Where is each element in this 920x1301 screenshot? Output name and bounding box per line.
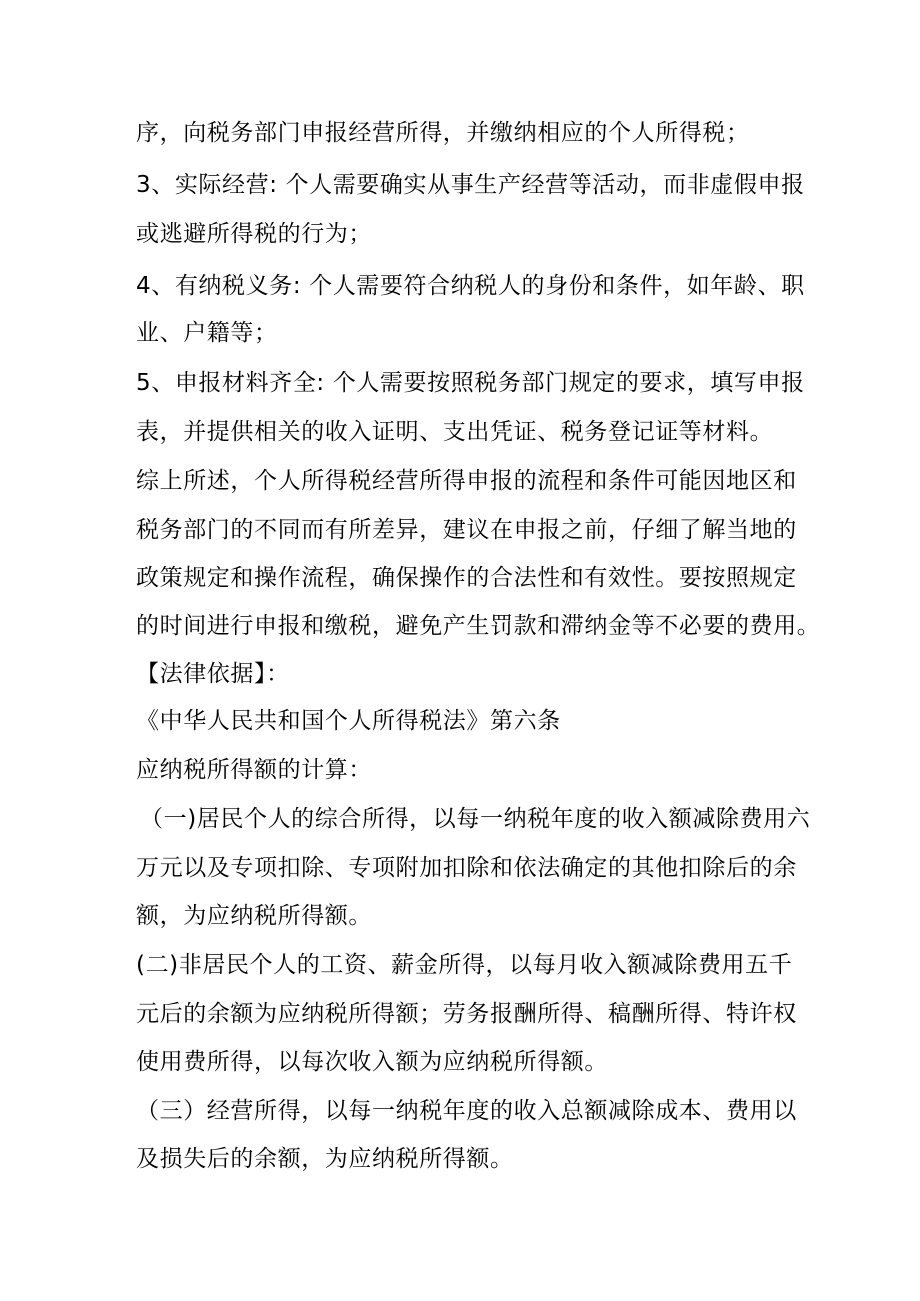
text-line: 使用费所得，以每次收入额为应纳税所得额。 (136, 1049, 608, 1075)
text-line: 税务部门的不同而有所差异，建议在申报之前，仔细了解当地的 (136, 517, 797, 543)
text-line: 额，为应纳税所得额。 (136, 903, 372, 929)
text-line: （三）经营所得，以每一纳税年度的收入总额减除成本、费用以 (136, 1098, 797, 1124)
section-heading: 【法律依据】： (136, 661, 290, 687)
text-line: (二)非居民个人的工资、薪金所得，以每月收入额减除费用五千 (136, 952, 793, 978)
text-line: 3、实际经营: 个人需要确实从事生产经营等活动，而非虚假申报 (136, 172, 805, 198)
text-line: 表，并提供相关的收入证明、支出凭证、税务登记证等材料。 (136, 419, 774, 445)
text-line: 综上所述，个人所得税经营所得申报的流程和条件可能因地区和 (136, 468, 797, 494)
text-line: 5、申报材料齐全: 个人需要按照税务部门规定的要求，填写申报 (136, 370, 805, 396)
text-line: 序，向税务部门申报经营所得，并缴纳相应的个人所得税； (136, 120, 750, 146)
text-line: 4、有纳税义务: 个人需要符合纳税人的身份和条件，如年龄、职 (136, 273, 805, 299)
text-line: 应纳税所得额的计算： (136, 757, 372, 783)
text-line: 的时间进行申报和缴税，避免产生罚款和滞纳金等不必要的费用。 (136, 613, 821, 639)
law-title: 《中华人民共和国个人所得税法》第六条 (136, 708, 561, 734)
text-line: 及损失后的余额，为应纳税所得额。 (136, 1146, 514, 1172)
text-line: 或逃避所得税的行为； (136, 221, 372, 247)
text-line: 业、户籍等； (136, 320, 278, 346)
text-line: 政策规定和操作流程，确保操作的合法性和有效性。要按照规定 (136, 565, 797, 591)
text-line: 万元以及专项扣除、专项附加扣除和依法确定的其他扣除后的余 (136, 855, 797, 881)
text-line: （一)居民个人的综合所得，以每一纳税年度的收入额减除费用六 (140, 806, 811, 832)
text-line: 元后的余额为应纳税所得额；劳务报酬所得、稿酬所得、特许权 (136, 1001, 797, 1027)
